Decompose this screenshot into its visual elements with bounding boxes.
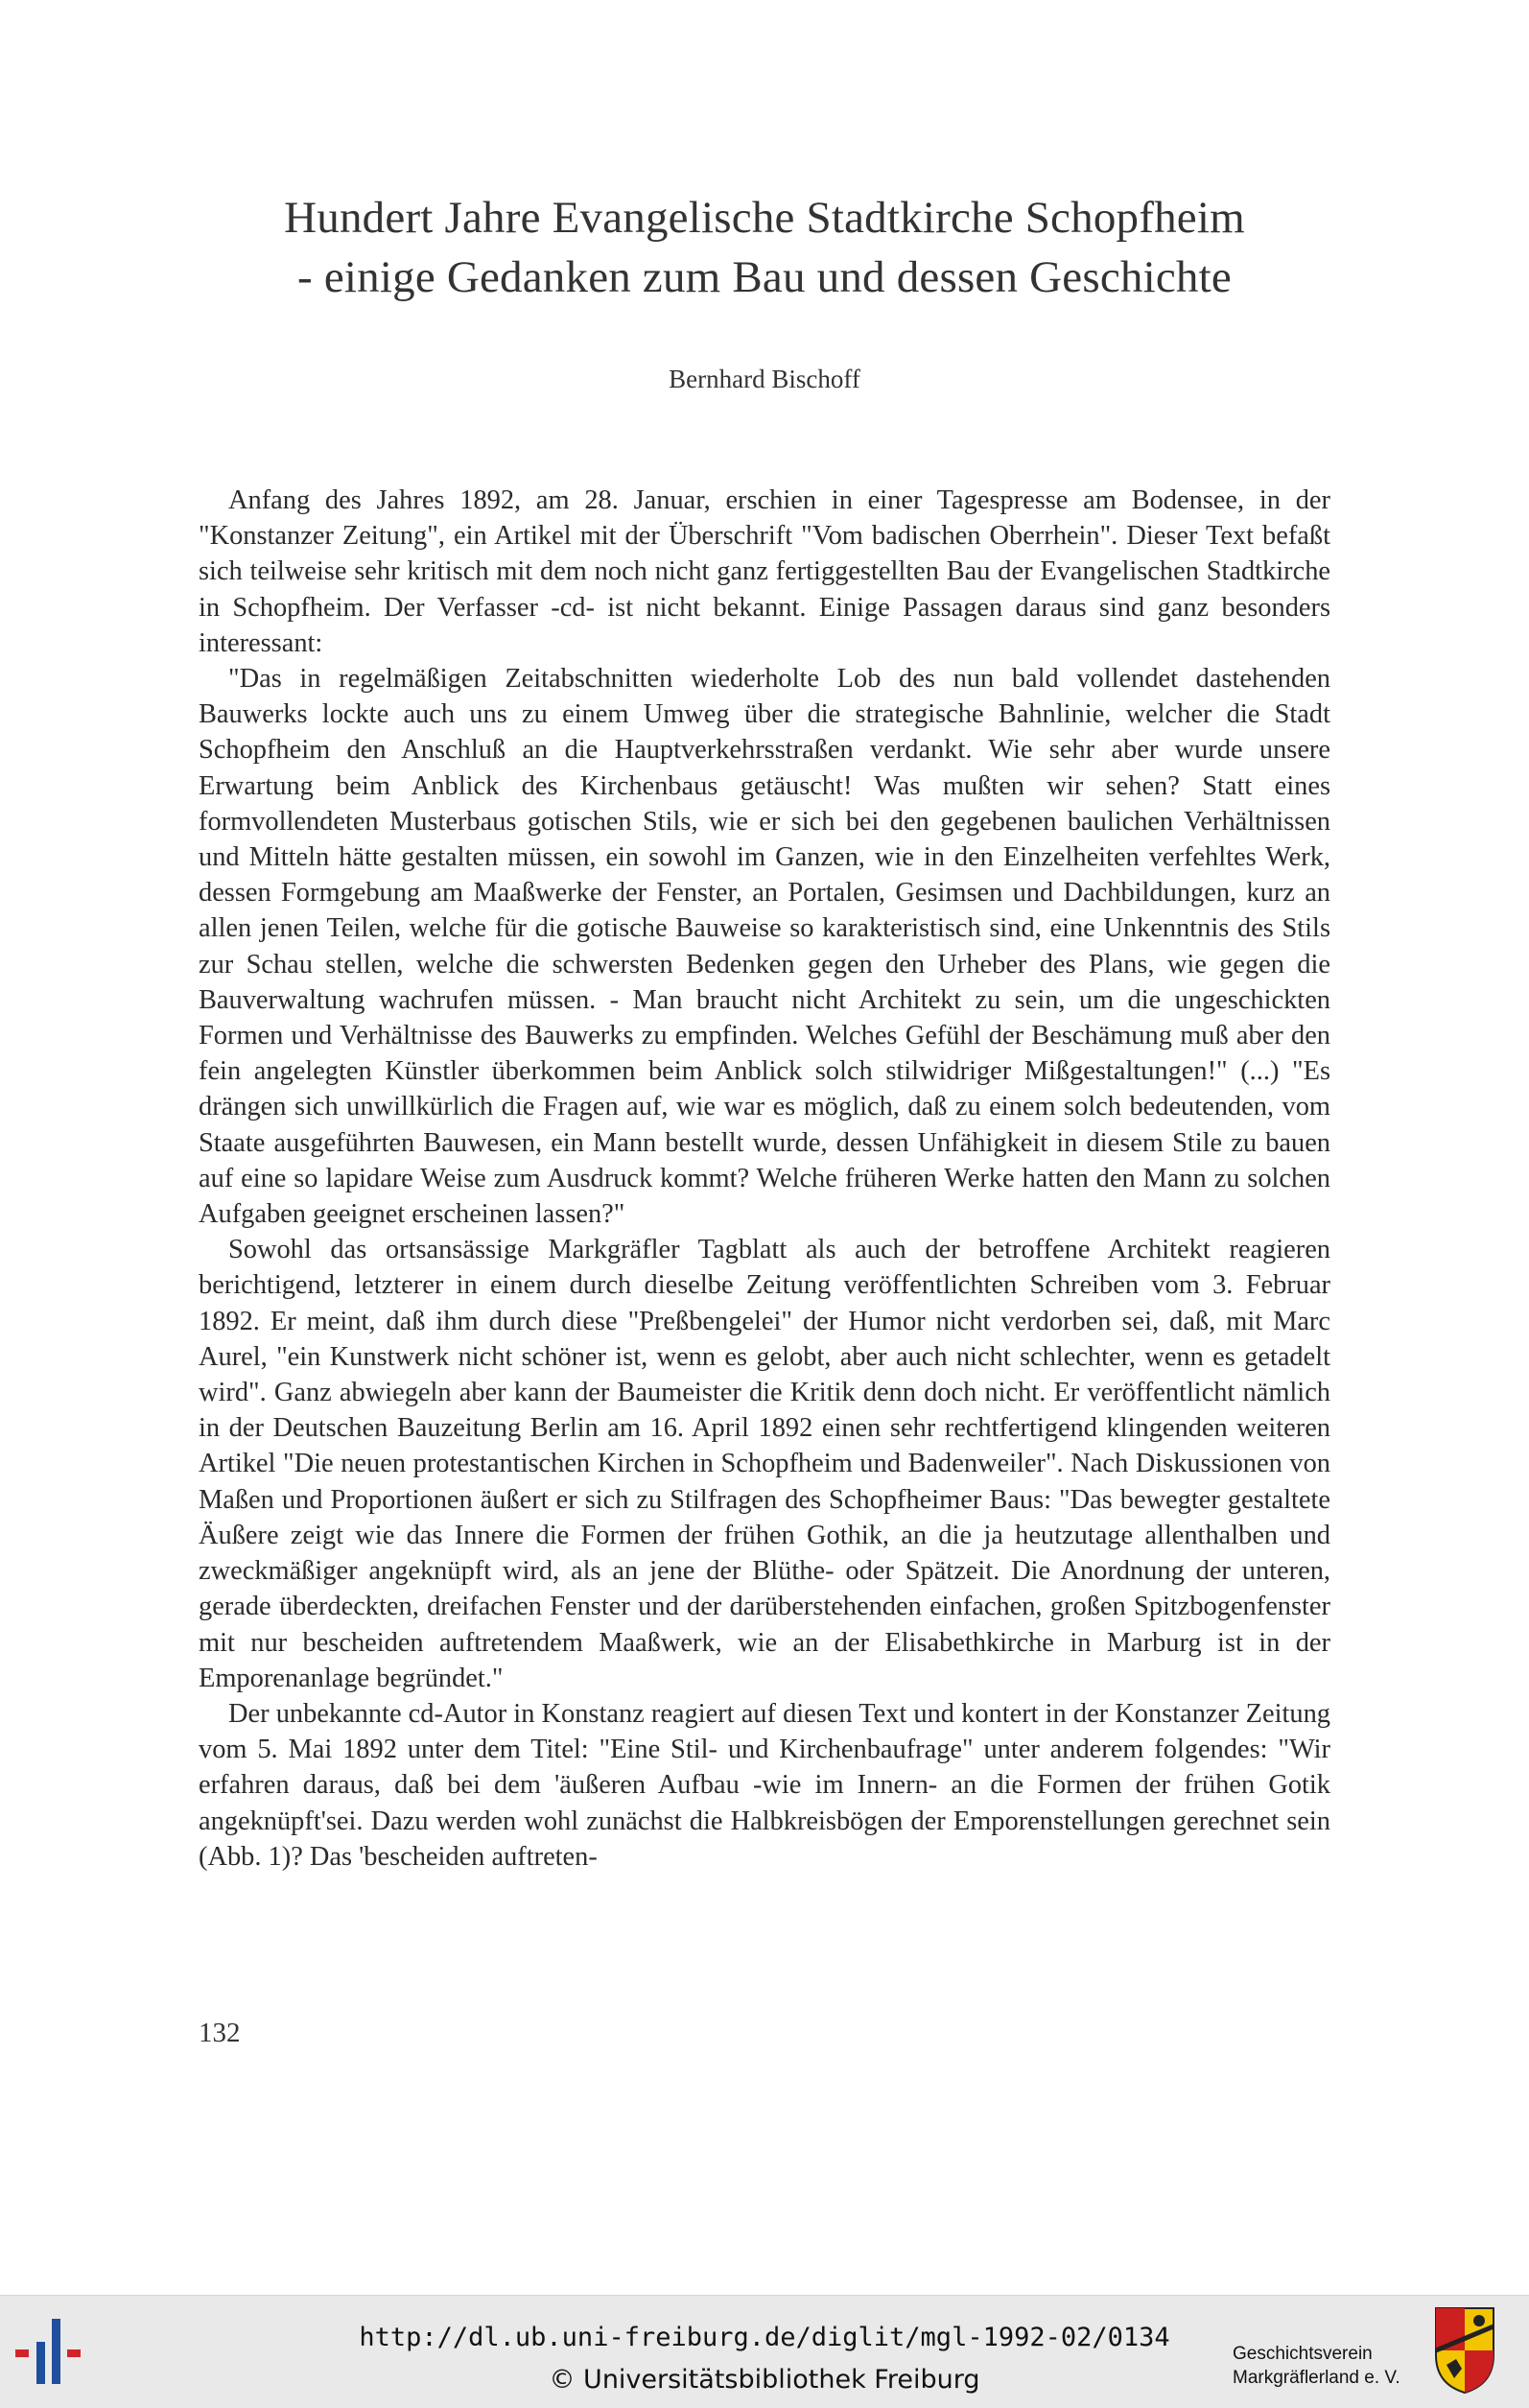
footer-bar: [0, 2295, 1529, 2408]
paragraph-quote: "Das in regelmäßigen Zeitabschnitten wiederholte Lob des nun bald vollendet dastehenden Bauwerks lockte auch uns zu einem Umweg über die strategische Bahnlinie, welcher die Stadt Schopfheim den Anschluß an die Hauptverkehrsstraßen verdankt. Wie sehr aber wurde unsere Erwartung beim Anblick des Kirchenbaus getäuscht! Was mußten wir sehen? Statt eines formvollendeten Musterbaus gotischen Stils, wie er sich bei den gegebenen baulichen Verhältnissen und Mitteln hätte gestalten müssen, ein sowohl im Ganzen, wie in den Einzelheiten verfehltes Werk, dessen Formgebung am Maaßwerke der Fenster, an Portalen, Gesimsen und Dachbildungen, kurz an allen jenen Teilen, welche für die gotische Bauweise so karakteristisch sind, eine Unkenntnis des Stils zur Schau stellen, welche die schwersten Bedenken gegen den Urheber des Plans, wie gegen die Bauverwaltung wachrufen müssen. - Man braucht nicht Architekt zu sein, um die ungeschickten Formen und Verhältnisse des Bauwerks zu empfinden. Welches Gefühl der Beschämung muß aber den fein angelegten Künstler überkommen beim Anblick solch stilwidriger Mißgestaltungen!" (...) "Es drängen sich unwillkürlich die Fragen auf, wie war es möglich, daß zu einem solch bedeutenden, vom Staate ausgeführten Bauwesen, ein Mann bestellt wurde, dessen Unfähigkeit in diesem Stile zu bauen auf eine so lapidare Weise zum Ausdruck kommt? Welche früheren Werke hatten den Mann zu solchen Aufgaben geeignet erscheinen lassen?": [199, 664, 1330, 1230]
document-title: [144, 188, 1385, 307]
title-line-2: - einige Gedanken zum Bau und dessen Geschichte: [297, 252, 1232, 302]
paragraph-counter: Der unbekannte cd-Autor in Konstanz reagiert auf diesen Text und kontert in der Konstanzer Zeitung vom 5. Mai 1892 unter dem Titel: "Eine Stil- und Kirchenbaufrage" unter anderem folgendes: "Wir erfahren daraus, daß bei dem 'äußeren Aufbau -wie im Innern- an die Formen der frühen Gotik angeknüpft'sei. Dazu werden wohl zunächst die Halbkreisbögen der Emporenstellungen gerechnet sein (Abb. 1)? Das 'bescheiden auftreten-: [199, 1698, 1330, 1872]
society-line-2: Markgräflerland e. V.: [1233, 2368, 1400, 2388]
article-body: [199, 483, 1330, 1875]
page-number: 132: [199, 2018, 241, 2048]
paragraph-intro: Anfang des Jahres 1892, am 28. Januar, erschien in einer Tagespresse am Bodensee, in der "Konstanzer Zeitung", ein Artikel mit der Überschrift "Vom badischen Oberrhein". Dieser Text befaßt sich teilweise sehr kritisch mit dem noch nicht ganz fertiggestellten Bau der Evangelischen Stadtkirche in Schopfheim. Der Verfasser -cd- ist nicht bekannt. Einige Passagen daraus sind ganz besonders interessant:: [199, 485, 1330, 658]
society-name: [1233, 2342, 1400, 2390]
coat-of-arms-icon: [1433, 2305, 1496, 2396]
title-line-1: Hundert Jahre Evangelische Stadtkirche Schopfheim: [284, 193, 1245, 243]
permalink-url[interactable]: http://dl.ub.uni-freiburg.de/diglit/mgl-1992-02/0134: [359, 2323, 1170, 2352]
society-line-1: Geschichtsverein: [1233, 2344, 1373, 2364]
paragraph-response: Sowohl das ortsansässige Markgräfler Tagblatt als auch der betroffene Architekt reagieren berichtigend, letzterer in einem durch dieselbe Zeitung veröffentlichten Schreiben vom 3. Februar 1892. Er meint, daß ihm durch diese "Preßbengelei" der Humor nicht verdorben sei, daß, mit Marc Aurel, "ein Kunstwerk nicht schöner ist, wenn es gelobt, aber auch nicht schlechter, wenn es getadelt wird". Ganz abwiegeln aber kann der Baumeister die Kritik denn doch nicht. Er veröffentlicht nämlich in der Deutschen Bauzeitung Berlin am 16. April 1892 einen sehr rechtfertigend klingenden weiteren Artikel "Die neuen protestantischen Kirchen in Schopfheim und Badenweiler". Nach Diskussionen von Maßen und Proportionen äußert er sich zu Stilfragen des Schopfheimer Baus: "Das bewegter gestaltete Äußere zeigt wie das Innere die Formen der frühen Gothik, an die ja heutzutage allenthalben und zweckmäßiger angeknüpft wird, als an jene der Blüthe- oder Spätzeit. Die Anordnung der unteren, gerade überdeckten, dreifachen Fenster und der darüberstehenden einfachen, großen Spitzbogenfenster mit nur bescheiden auftretendem Maaßwerk, wie an der Elisabethkirche in Marburg ist in der Emporenanlage begründet.": [199, 1235, 1330, 1693]
author-name: Bernhard Bischoff: [669, 365, 860, 393]
copyright-notice: © Universitätsbibliothek Freiburg: [549, 2365, 980, 2395]
